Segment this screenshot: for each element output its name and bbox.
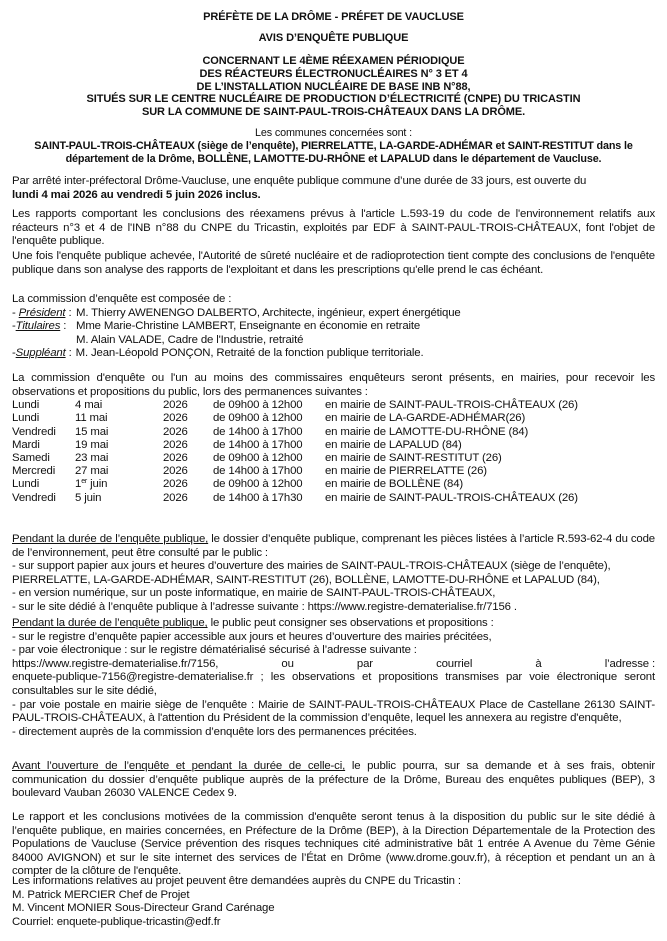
permanences-intro: La commission d'enquête ou l'un au moins des commissaires enquêteurs seront présents, en mairies, pour recevoir les observations et propositions du public, lors des permanences suivantes : [12, 372, 655, 398]
contact-email[interactable]: Courriel: enquete-publique-tricastin@edf.fr [12, 915, 221, 928]
schedule-row: Lundi 11 mai 2026 de 09h00 à 12h00 en mairie de LA-GARDE-ADHÉMAR(26) [12, 412, 526, 425]
commission-titulaire: M. Alain VALADE, Cadre de l'Industrie, retraité [76, 333, 304, 346]
subject-line: CONCERNANT LE 4ÈME RÉEXAMEN PÉRIODIQUE [202, 55, 465, 67]
commission-titulaire: -Titulaires : Mme Marie-Christine LAMBERT, Enseignante en économie en retraite [12, 320, 421, 333]
observations-item: - par voie électronique : sur le registre dématérialisé sécurisé à l’adresse suivante : [12, 644, 417, 657]
schedule-row: Vendredi 15 mai 2026 de 14h00 à 17h00 en mairie de LAMOTTE-DU-RHÔNE (84) [12, 425, 529, 438]
intro-paragraph: Par arrêté inter-préfectoral Drôme-Vaucluse, une enquête publique commune d’une durée de 33 jours, est ouverte du lundi 4 mai 2026 au vendredi 5 juin 2026 inclus. [12, 175, 655, 202]
consultation-block: Pendant la durée de l’enquête publique, le dossier d’enquête publique, comprenant les pièces listées à l’article R.593-62-4 du code de l’environnement, peut être consulté par le public : - sur support papier aux jours et heures d’ouverture des mairies de SAINT-PAUL-TROIS-CHÂTEAUX (siège de l’enquête), PIERRELATTE, LA-GARDE-ADHÉMAR, SAINT-RESTITUT (26), BOLLÈNE, LAMOTTE-DU-RHÔNE et LAPALUD (84), - en version numérique, sur un poste informatique, en mairie de SAINT-PAUL-TROIS-CHÂTEAUX, - sur le site dédié à l’enquête publique à l’adresse suivante : https://www.registre-dematerialise.fr/7156 . [12, 533, 655, 613]
observations-item: - sur le registre d’enquête papier accessible aux jours et heures d’ouverture des mairies précitées, [12, 630, 492, 643]
subject-line: SUR LA COMMUNE DE SAINT-PAUL-TROIS-CHÂTEAUX DANS LA DRÔME. [141, 106, 526, 119]
final-report-paragraph: Le rapport et les conclusions motivées de la commission d'enquête seront tenus à la disposition du public sur le site dédié à l’enquête publique, en mairies concernées, en Préfecture de la Drôme (BEP), à la Direction Départementale de la Protection des Populations de Vaucluse (Service prévention des risques techniques cité administrative bât 1 entrée A Avenue du 7ème Génie 84000 AVIGNON) et sur le site internet des services de l’État en Drôme (www.drome.gouv.fr), à réception et pendant un an à compter de la clôture de l'enquête. [12, 811, 655, 878]
registry-url-line: https://www.registre-dematerialise.fr/7156, ou par courriel à l’adresse : [12, 657, 655, 670]
prefecture-heading: PRÉFÈTE DE LA DRÔME - PRÉFET DE VAUCLUSE [203, 11, 464, 23]
communes-block [0, 127, 667, 165]
commission-block [12, 293, 655, 361]
consultation-item: - sur support papier aux jours et heures d’ouverture des mairies de SAINT-PAUL-TROIS-CHÂTEAUX (siège de l’enquête), PIERRELATTE, LA-GARDE-ADHÉMAR, SAINT-RESTITUT (26), BOLLÈNE, LAMOTTE-DU-RHÔNE et LAPALUD (84), [12, 560, 611, 586]
observations-item: - directement auprès de la commission d’enquête lors des permanences précitées. [12, 725, 417, 738]
consultation-item: - en version numérique, sur un poste informatique, en mairie de SAINT-PAUL-TROIS-CHÂTEAUX, [12, 587, 496, 600]
schedule-row: Lundi 4 mai 2026 de 09h00 à 12h00 en mairie de SAINT-PAUL-TROIS-CHÂTEAUX (26) [12, 399, 578, 412]
contacts-intro: Les informations relatives au projet peuvent être demandées auprès du CNPE du Tricastin : [12, 875, 461, 887]
inquiry-dates: lundi 4 mai 2026 au vendredi 5 juin 2026 inclus. [12, 188, 261, 201]
communes-intro: Les communes concernées sont : [255, 127, 412, 139]
reports-paragraph: Les rapports comportant les conclusions des réexamens prévus à l'article L.593-19 du code de l'environnement relatifs aux réacteurs n°3 et 4 de l'INB n°88 du CNPE du Tricastin, exploités par EDF à SAINT-PAUL-TROIS-CHÂTEAUX, font l'objet de l'enquête publique. [12, 208, 655, 248]
consultation-item: - sur le site dédié à l’enquête publique à l’adresse suivante : https://www.registre-dematerialise.fr/7156 . [12, 600, 517, 613]
contact-person: M. Vincent MONIER Sous-Directeur Grand Carénage [12, 902, 275, 915]
communication-paragraph: Avant l’ouverture de l’enquête et pendant la durée de celle-ci, le public pourra, sur sa demande et à ses frais, obtenir communication du dossier d’enquête publique auprès de la préfecture de la Drôme, Bureau des enquêtes publiques (BEP), 3 boulevard Vauban 26030 VALENCE Cedex 9. [12, 760, 656, 800]
observations-item: - par voie postale en mairie siège de l’enquête : Mairie de SAINT-PAUL-TROIS-CHÂTEAUX Place de Castellane 26130 SAINT-PAUL-TROIS-CHÂTEAUX, à l'attention du Président de la commission d’enquête, lequel les annexera au registre d'enquête, [12, 698, 655, 725]
permanences-block [12, 372, 655, 505]
schedule-row: Lundi 1er juin 2026 de 09h00 à 12h00 en mairie de BOLLÈNE (84) [12, 478, 464, 491]
schedule-row: Mercredi 27 mai 2026 de 14h00 à 17h00 en mairie de PIERRELATTE (26) [12, 465, 487, 478]
subject-line: DES RÉACTEURS ÉLECTRONUCLÉAIRES N° 3 ET 4 [199, 67, 468, 80]
schedule-row: Samedi 23 mai 2026 de 09h00 à 12h00 en mairie de SAINT-RESTITUT (26) [12, 451, 502, 464]
asn-paragraph: Une fois l'enquête publique achevée, l'Autorité de sûreté nucléaire et de radioprotection tient compte des conclusions de l'enquête publique dans son analyse des rapports de l'exploitant et dans les prescriptions qu'elle prend le cas échéant. [12, 250, 655, 276]
schedule-row: Vendredi 5 juin 2026 de 14h00 à 17h30 en mairie de SAINT-PAUL-TROIS-CHÂTEAUX (26) [12, 491, 578, 504]
subject-line: DE L’INSTALLATION NUCLÉAIRE DE BASE INB N°88, [196, 80, 471, 93]
commission-president: - Président : M. Thierry AWENENGO DALBERTO, Architecte, ingénieur, expert énergétique [12, 306, 461, 319]
schedule-row: Mardi 19 mai 2026 de 14h00 à 17h00 en mairie de LAPALUD (84) [12, 438, 462, 451]
subject-block [0, 55, 667, 119]
commission-suppleant: -Suppléant : M. Jean-Léopold PONÇON, Retraité de la fonction publique territoriale. [12, 347, 424, 360]
consultation-lead: Pendant la durée de l’enquête publique, [12, 533, 209, 545]
observations-block: Pendant la durée de l’enquête publique, le public peut consigner ses observations et propositions : - sur le registre d’enquête papier accessible aux jours et heures d’ouverture des mairies précitées, - par voie électronique : sur le registre dématérialisé sécurisé à l’adresse suivante : https://www.registre-dematerialise.fr/7156, ou par courriel à l’adresse : enquete-publique-7156@registre-dematerialise.fr ; les observations et propositions transmises par voie électronique seront consultables sur le site dédié, - par voie postale en mairie siège de l’enquête : Mairie de SAINT-PAUL-TROIS-CHÂTEAUX Place de Castellane 26130 SAINT-PAUL-TROIS-CHÂTEAUX, à l'attention du Président de la commission d’enquête, lequel les annexera au registre d'enquête, - directement auprès de la commission d’enquête lors des permanences précitées. [12, 617, 655, 738]
communes-line: SAINT-PAUL-TROIS-CHÂTEAUX (siège de l’enquête), PIERRELATTE, LA-GARDE-ADHÉMAR et SAINT-RESTITUT dans le [34, 139, 633, 152]
contacts-block [12, 875, 655, 929]
observations-lead: Pendant la durée de l’enquête publique, [12, 617, 208, 629]
permanences-table [12, 399, 655, 505]
communes-line: département de la Drôme, BOLLÈNE, LAMOTTE-DU-RHÔNE et LAPALUD dans le département de Vaucluse. [65, 152, 602, 165]
subject-line: SITUÉS SUR LE CENTRE NUCLÉAIRE DE PRODUCTION D’ÉLECTRICITÉ (CNPE) DU TRICASTIN [86, 93, 581, 106]
notice-title: AVIS D’ENQUÊTE PUBLIQUE [258, 32, 409, 44]
observations-email: enquete-publique-7156@registre-dematerialise.fr ; les observations et propositions transmises par voie électronique seront consultables sur le site dédié, [12, 671, 655, 697]
contact-person: M. Patrick MERCIER Chef de Projet [12, 888, 190, 901]
registry-link[interactable]: https://www.registre-dematerialise.fr/7156, [12, 657, 219, 670]
commission-intro: La commission d’enquête est composée de : [12, 293, 232, 305]
